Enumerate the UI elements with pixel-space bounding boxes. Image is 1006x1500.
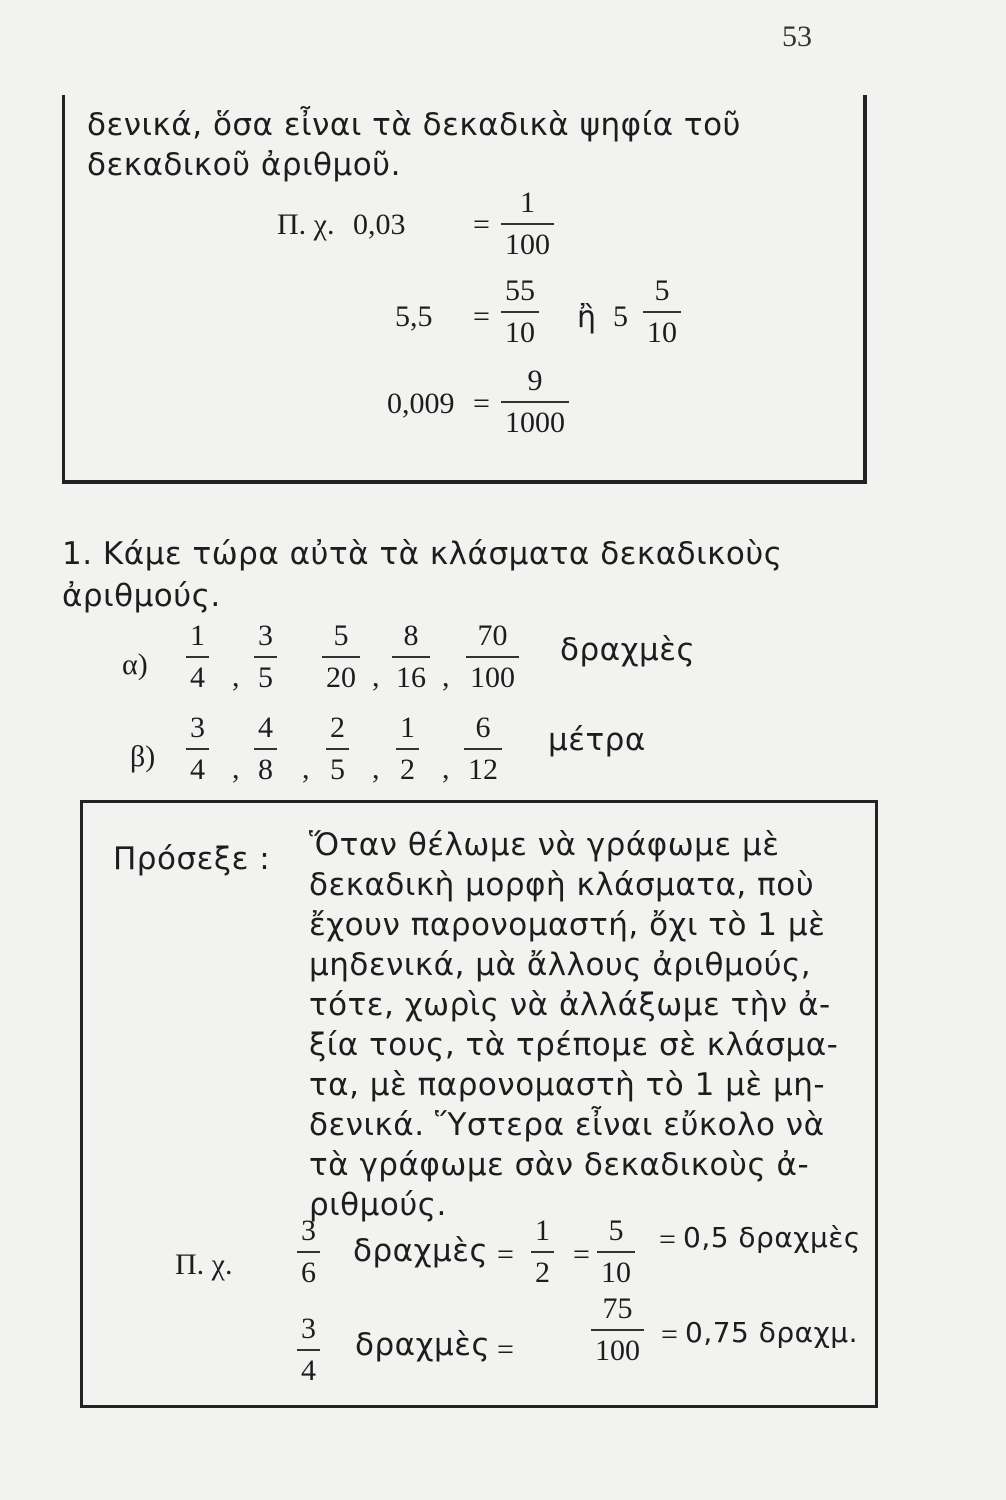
numerator: 5: [608, 1214, 624, 1247]
denominator: 5: [254, 656, 277, 694]
note-example-label: Π. χ.: [175, 1248, 233, 1281]
page-number: 53: [782, 20, 812, 53]
numerator: 1: [400, 711, 415, 744]
note-ex2-result: 0,75 δραχμ.: [685, 1316, 858, 1349]
exercise-line1: 1. Κάμε τώρα αὐτὰ τὰ κλάσματα δεκαδικοὺς: [62, 536, 783, 572]
exercise-b-label: β): [130, 740, 156, 773]
denominator: 4: [186, 656, 209, 694]
ex2-equals: =: [473, 300, 490, 333]
box1-line1: δενικά, ὅσα εἶναι τὰ δεκαδικὰ ψηφία τοῦ: [87, 107, 741, 143]
ex3-denominator: 1000: [501, 401, 569, 439]
note-line-5: τότε, χωρὶς νὰ ἀλλάξωμε τὴν ἀ-: [309, 987, 831, 1023]
note-line-9: τὰ γράφωμε σὰν δεκαδικοὺς ἀ-: [309, 1147, 810, 1183]
ex2-fraction: [501, 275, 539, 348]
note-label: Πρόσεξε :: [113, 841, 271, 877]
note-ex2-fraction: [297, 1313, 320, 1386]
numerator: 75: [602, 1292, 633, 1325]
numerator: 3: [258, 619, 273, 652]
note-line-6: ξία τους, τὰ τρέπομε σὲ κλάσμα-: [309, 1027, 839, 1063]
note-ex1-fraction-2: [531, 1215, 554, 1288]
numerator: 2: [330, 711, 345, 744]
note-ex2-fraction-2: [591, 1293, 644, 1366]
note-line-7: τα, μὲ παρονομαστὴ τὸ 1 μὲ μη-: [309, 1067, 826, 1103]
denominator: 5: [326, 748, 349, 786]
box1-line2: δεκαδικοῦ ἀριθμοῦ.: [87, 147, 401, 183]
exercise-a-fraction-1: [186, 620, 209, 693]
equals: =: [573, 1238, 590, 1271]
denominator: 6: [297, 1251, 320, 1289]
equals: =: [659, 1223, 676, 1256]
exercise-b-fraction-4: [396, 712, 419, 785]
ex2-mixed-fraction: [643, 275, 681, 348]
denominator: 100: [591, 1329, 644, 1367]
denominator: 10: [597, 1251, 635, 1289]
exercise-a-fraction-4: [392, 620, 430, 693]
note-line-3: ἔχουν παρονομαστή, ὄχι τὸ 1 μὲ: [309, 907, 826, 943]
exercise-a-fraction-5: [466, 620, 519, 693]
note-ex1-fraction-3: [597, 1215, 635, 1288]
comma: ,: [302, 752, 310, 785]
note-line-4: μηδενικά, μὰ ἄλλους ἀριθμούς,: [309, 947, 812, 983]
numerator: 5: [333, 619, 349, 652]
comma: ,: [442, 660, 450, 693]
exercise-b-fraction-5: [464, 712, 502, 785]
exercise-a-label: α): [122, 648, 148, 681]
note-line-1: Ὅταν θέλωμε νὰ γράφωμε μὲ: [309, 827, 780, 863]
numerator: 8: [403, 619, 419, 652]
comma: ,: [372, 660, 380, 693]
ex2-whole: 5: [613, 300, 628, 333]
denominator: 8: [254, 748, 277, 786]
equals: =: [497, 1333, 514, 1366]
numerator: 3: [301, 1312, 316, 1345]
exercise-b-fraction-1: [186, 712, 209, 785]
denominator: 2: [396, 748, 419, 786]
ex3-fraction: [501, 365, 569, 438]
note-ex2-unit: δραχμὲς: [355, 1327, 491, 1363]
equals: =: [661, 1318, 678, 1351]
comma: ,: [232, 660, 240, 693]
numerator: 70: [477, 619, 508, 652]
note-box: [80, 800, 878, 1408]
denominator: 20: [322, 656, 360, 694]
exercise-a-fraction-2: [254, 620, 277, 693]
ex2-denominator: 10: [501, 311, 539, 349]
ex1-decimal: 0,03: [353, 208, 406, 241]
note-ex1-result: 0,5 δραχμὲς: [683, 1221, 861, 1254]
ex2-mixed-numerator: 5: [654, 274, 670, 307]
numerator: 4: [258, 711, 273, 744]
comma: ,: [372, 752, 380, 785]
ex2-mixed-denominator: 10: [643, 311, 681, 349]
numerator: 1: [535, 1214, 550, 1247]
ex1-equals: =: [473, 208, 490, 241]
ex1-numerator: 1: [520, 186, 535, 219]
example-label: Π. χ.: [277, 208, 335, 241]
comma: ,: [442, 752, 450, 785]
exercise-a-fraction-3: [322, 620, 360, 693]
numerator: 3: [190, 711, 205, 744]
note-line-8: δενικά. Ὕστερα εἶναι εὔκολο νὰ: [309, 1107, 825, 1143]
denominator: 2: [531, 1251, 554, 1289]
ex2-decimal: 5,5: [395, 300, 433, 333]
exercise-line2: ἀριθμούς.: [62, 578, 221, 614]
note-ex1-unit: δραχμὲς: [353, 1233, 489, 1269]
denominator: 100: [466, 656, 519, 694]
ex3-numerator: 9: [527, 364, 543, 397]
denominator: 4: [297, 1349, 320, 1387]
note-line-10: ριθμούς.: [309, 1187, 447, 1223]
comma: ,: [232, 752, 240, 785]
ex1-denominator: 100: [501, 223, 554, 261]
ex1-fraction: [501, 187, 554, 260]
ex2-numerator: 55: [505, 274, 535, 307]
ex3-equals: =: [473, 387, 490, 420]
definition-box: [62, 95, 867, 484]
note-line-2: δεκαδικὴ μορφὴ κλάσματα, ποὺ: [309, 867, 815, 903]
equals: =: [497, 1238, 514, 1271]
numerator: 6: [475, 711, 491, 744]
denominator: 12: [464, 748, 502, 786]
numerator: 3: [301, 1214, 316, 1247]
denominator: 4: [186, 748, 209, 786]
exercise-a-unit: δραχμὲς: [560, 632, 696, 668]
exercise-b-fraction-3: [326, 712, 349, 785]
note-ex1-fraction: [297, 1215, 320, 1288]
ex3-decimal: 0,009: [387, 387, 455, 420]
numerator: 1: [190, 619, 205, 652]
exercise-b-fraction-2: [254, 712, 277, 785]
denominator: 16: [392, 656, 430, 694]
ex2-or: ἢ: [577, 300, 597, 335]
exercise-b-unit: μέτρα: [548, 722, 646, 758]
